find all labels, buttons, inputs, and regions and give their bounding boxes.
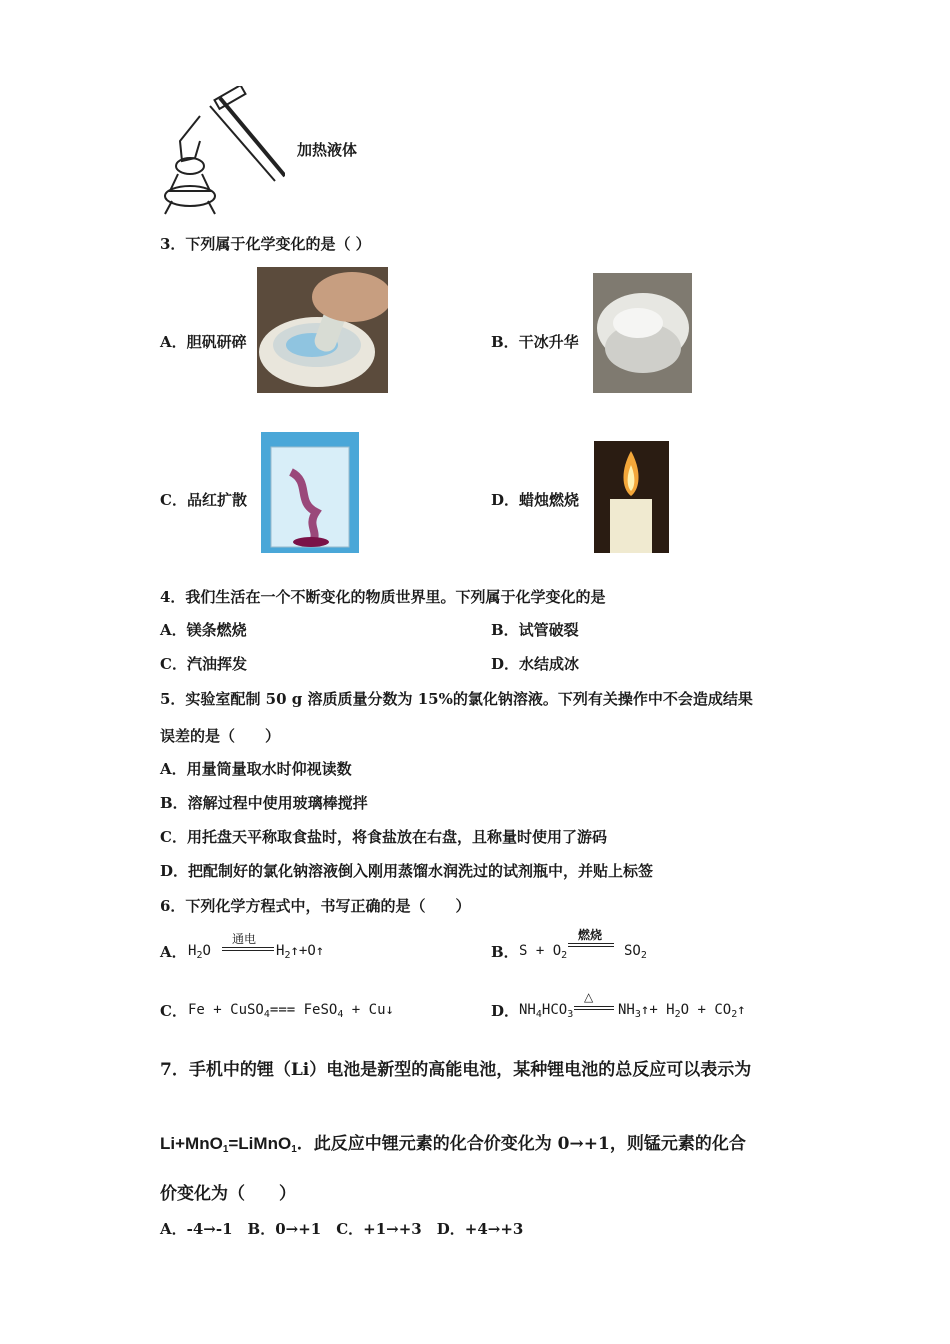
q3-option-d: D．蜡烛燃烧: [491, 491, 580, 509]
q7-stem-line1: 7．手机中的锂（Li）电池是新型的高能电池，某种锂电池的总反应可以表示为: [160, 1060, 752, 1080]
q6-option-d-equals: [574, 1006, 614, 1010]
q5-option-c: C．用托盘天平称取食盐时，将食盐放在右盘，且称量时使用了游码: [160, 828, 607, 846]
red-dye-diffusion-image: [261, 432, 359, 553]
q4-option-a: A．镁条燃烧: [160, 621, 247, 639]
q6-option-c-equation: Fe + CuSO$_4$=== FeSO$_4$ + Cu↓: [188, 1002, 394, 1020]
q4-option-d: D．水结成冰: [491, 655, 580, 673]
q4-option-c: C．汽油挥发: [160, 655, 247, 673]
q4-stem: 4．我们生活在一个不断变化的物质世界里。下列属于化学变化的是: [160, 588, 606, 606]
q6-option-a-equals: [222, 947, 274, 951]
q6-option-a-label: A．: [160, 943, 187, 961]
q6-option-b-equals: [568, 943, 614, 947]
q6-option-a-reactant: $H_2O$: [188, 943, 211, 961]
q6-option-b-label: B．: [491, 943, 519, 961]
burning-candle-image: [594, 441, 669, 553]
dry-ice-image: [593, 273, 692, 393]
q6-option-b-reactants: $S + O_2$: [519, 943, 568, 961]
q6-option-d-products: $NH_3↑+ H_2O$ + $CO_2↑$: [618, 1002, 746, 1020]
q6-option-d-label: D．: [491, 1002, 520, 1020]
q7-options: A．-4→-1 B．0→+1 C．+1→+3 D．+4→+3: [160, 1220, 524, 1238]
q5-option-a: A．用量筒量取水时仰视读数: [160, 760, 352, 778]
q6-option-d-condition: △: [584, 990, 594, 1004]
heating-liquid-apparatus-image: [160, 86, 285, 216]
q7-stem-line2: Li+MnO$_1$=LiMnO$_1$．此反应中锂元素的化合价变化为 0→+1，则锰元素的化合: [160, 1134, 746, 1155]
q5-stem-line1: 5．实验室配制 50 g 溶质质量分数为 15%的氯化钠溶液。下列有关操作中不会造成结果: [160, 690, 753, 708]
mortar-pestle-image: [257, 267, 388, 393]
q7-stem-line2-tail: ．此反应中锂元素的化合价变化为 0→+1，则锰元素的化合: [296, 1134, 746, 1154]
q3-option-b: B．干冰升华: [491, 333, 579, 351]
q3-stem: 3．下列属于化学变化的是（ ）: [160, 235, 371, 253]
q4-option-b: B．试管破裂: [491, 621, 579, 639]
q6-option-d-reactant: $NH_4HCO_3$: [519, 1002, 574, 1020]
q5-stem-line2: 误差的是（ ）: [160, 727, 281, 745]
q3-option-c: C．品红扩散: [160, 491, 247, 509]
q6-option-a-condition: 通电: [232, 932, 257, 946]
q6-option-b-condition: 燃烧: [578, 928, 603, 942]
q7-stem-line3: 价变化为（ ）: [160, 1184, 296, 1204]
q5-option-d: D．把配制好的氯化钠溶液倒入刚用蒸馏水润洗过的试剂瓶中，并贴上标签: [160, 862, 654, 880]
q3-option-a: A．胆矾研碎: [160, 333, 247, 351]
q6-stem: 6．下列化学方程式中，书写正确的是（ ）: [160, 897, 471, 915]
apparatus-label: 加热液体: [297, 141, 358, 159]
q6-option-b-product: $SO_2$: [624, 943, 647, 961]
q5-option-b: B．溶解过程中使用玻璃棒搅拌: [160, 794, 368, 812]
q6-option-c-label: C．: [160, 1002, 187, 1020]
q6-option-a-products: $H_2↑+O↑$: [276, 943, 325, 961]
